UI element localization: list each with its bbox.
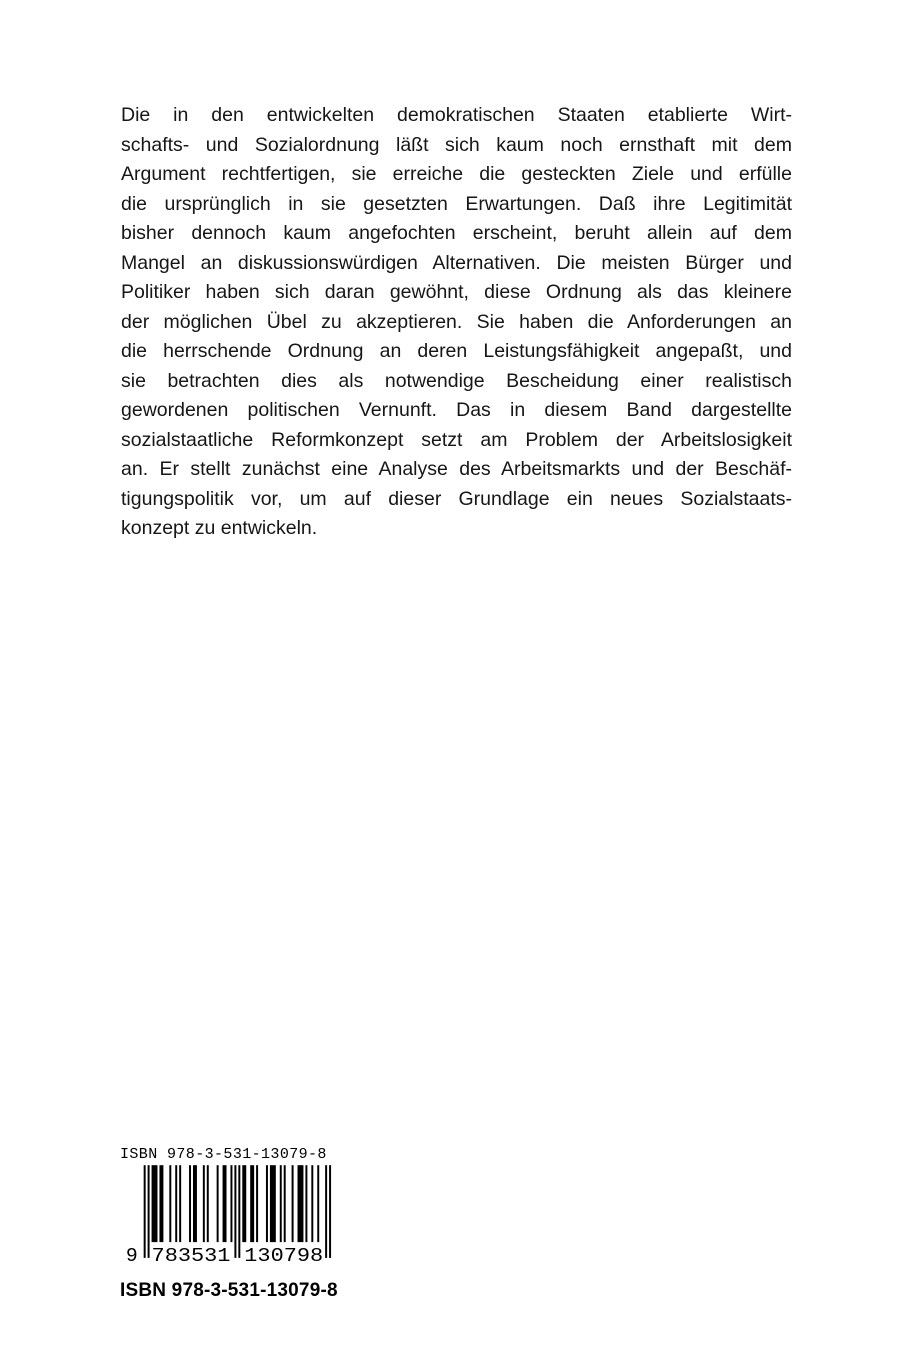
text-line: bisher dennoch kaum angefochten erscheint, beruht allein auf dem <box>121 222 792 244</box>
text-line: die ursprünglich in sie gesetzten Erwartungen. Daß ihre Legitimität <box>121 192 792 215</box>
barcode-bar <box>266 1165 268 1242</box>
barcode-bar <box>284 1165 286 1242</box>
isbn-bottom-label: ISBN 978-3-531-13079-8 <box>120 1280 338 1301</box>
barcode-bar <box>207 1165 209 1242</box>
text-line: schafts- und Sozialordnung läßt sich kaum noch ernsthaft mit dem <box>121 133 792 156</box>
text-line: gewordenen politischen Vernunft. Das in diesem Band dargestellte <box>121 399 792 421</box>
barcode-bar <box>298 1165 304 1242</box>
text-line: sie betrachten dies als notwendige Bescheidung einer realistisch <box>121 369 792 392</box>
barcode-bar <box>280 1165 282 1242</box>
barcode-digits: 783531 <box>151 1244 231 1264</box>
barcode-bar <box>256 1165 258 1242</box>
barcode-bar <box>238 1165 240 1258</box>
barcode-bar <box>230 1165 232 1242</box>
barcode-bar <box>217 1165 219 1242</box>
barcode-bar <box>223 1165 227 1242</box>
barcode-bar <box>169 1165 171 1242</box>
barcode-bar <box>175 1165 177 1242</box>
text-line: Die in den entwickelten demokratischen Staaten etablierte Wirt- <box>121 104 792 126</box>
text-line: an. Er stellt zunächst eine Analyse des Arbeitsmarkts und der Beschäf- <box>121 458 792 480</box>
text-line: Argument rechtfertigen, sie erreiche die gesteckten Ziele und erfülle <box>121 163 792 185</box>
barcode-bar <box>329 1165 331 1258</box>
barcode-bar <box>311 1165 313 1242</box>
barcode-bar <box>242 1165 246 1242</box>
text-line: Politiker haben sich daran gewöhnt, diese Ordnung als das kleinere <box>121 281 792 303</box>
barcode-bar <box>325 1165 327 1258</box>
text-line: die herrschende Ordnung an deren Leistungsfähigkeit angepaßt, und <box>121 340 792 362</box>
isbn-top-label: ISBN 978-3-531-13079-8 <box>120 1146 327 1163</box>
barcode-bar <box>159 1165 163 1242</box>
text-line: tigungspolitik vor, um auf dieser Grundlage ein neues Sozialstaats- <box>121 487 792 510</box>
barcode-bar <box>270 1165 276 1242</box>
text-line: konzept zu entwickeln. <box>121 517 318 539</box>
barcode-bar <box>250 1165 254 1242</box>
text-line: sozialstaatliche Reformkonzept setzt am Problem der Arbeitslosigkeit <box>121 428 792 451</box>
barcode-bar <box>234 1165 236 1258</box>
barcode-digits: 130798 <box>244 1244 324 1264</box>
text-line: der möglichen Übel zu akzeptieren. Sie haben die Anforderungen an <box>121 310 792 333</box>
barcode-bar <box>179 1165 181 1242</box>
barcode-bar <box>144 1165 146 1258</box>
barcode-bar <box>317 1165 319 1242</box>
barcode-bar <box>203 1165 205 1242</box>
ean13-barcode <box>120 1165 335 1264</box>
barcode-bar <box>305 1165 307 1242</box>
barcode-bar <box>152 1165 158 1242</box>
barcode-digits: 9 <box>125 1244 138 1264</box>
text-line: Mangel an diskussionswürdigen Alternativen. Die meisten Bürger und <box>121 251 792 274</box>
barcode-bar <box>292 1165 294 1242</box>
barcode-bar <box>148 1165 150 1258</box>
barcode-bar <box>193 1165 197 1242</box>
barcode-block <box>120 1146 350 1264</box>
barcode-bar <box>189 1165 191 1242</box>
back-cover-text <box>121 101 792 544</box>
